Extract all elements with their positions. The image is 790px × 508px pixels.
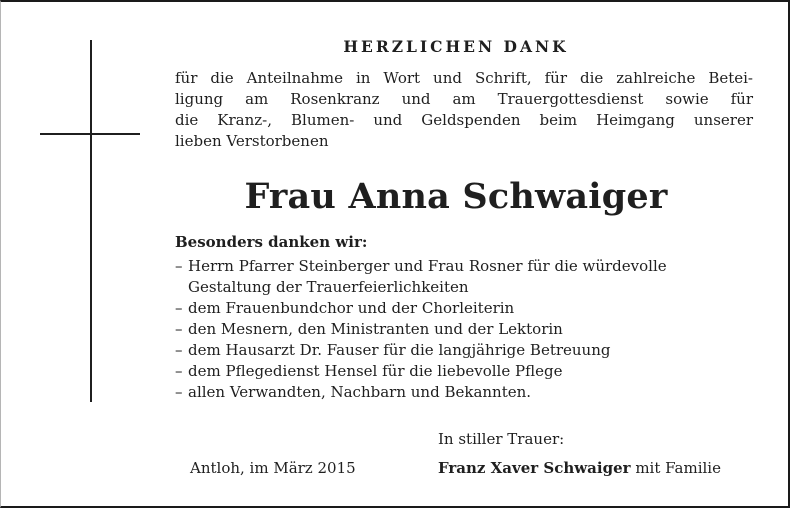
notice-heading: HERZLICHEN DANK	[343, 37, 569, 56]
intro-line: ligung am Rosenkranz und am Trauergottesdienst sowie für	[175, 90, 753, 108]
list-dash: –	[175, 341, 183, 359]
thanks-item	[175, 298, 755, 319]
place-date: Antloh, im März 2015	[190, 459, 356, 477]
thanks-item-text: dem Hausarzt Dr. Fauser für die langjährige Betreuung	[188, 341, 611, 359]
signature-name: Franz Xaver Schwaiger	[438, 459, 631, 477]
thanks-item-text: dem Pflegedienst Hensel für die liebevolle Pflege	[188, 362, 563, 380]
thanks-list	[175, 256, 755, 403]
thanks-item-text: dem Frauenbundchor und der Chorleiterin	[188, 299, 515, 317]
list-dash: –	[175, 362, 183, 380]
thanks-item	[175, 382, 755, 403]
in-sorrow-label: In stiller Trauer:	[438, 430, 565, 448]
thanks-item-text: den Mesnern, den Ministranten und der Lektorin	[188, 320, 563, 338]
thanks-heading: Besonders danken wir:	[175, 233, 368, 251]
signature-suffix: mit Familie	[635, 459, 721, 477]
thanks-item	[175, 340, 755, 361]
list-dash: –	[175, 320, 183, 338]
intro-line: die Kranz-, Blumen- und Geldspenden beim Heimgang unserer	[175, 111, 753, 129]
intro-paragraph	[175, 68, 753, 152]
thanks-item	[175, 256, 755, 298]
intro-line: lieben Verstorbenen	[175, 132, 329, 150]
thanks-item-text	[188, 256, 667, 298]
thanks-item-line: Gestaltung der Trauerfeierlichkeiten	[188, 278, 469, 296]
thanks-item-text: allen Verwandten, Nachbarn und Bekannten.	[188, 383, 532, 401]
thanks-item-line: Herrn Pfarrer Steinberger und Frau Rosner für die würdevolle	[188, 257, 667, 275]
list-dash: –	[175, 299, 183, 317]
list-dash: –	[175, 257, 183, 275]
list-dash: –	[175, 383, 183, 401]
thanks-item	[175, 361, 755, 382]
cross-vertical-bar	[90, 40, 92, 402]
intro-line: für die Anteilnahme in Wort und Schrift, für die zahlreiche Betei-	[175, 69, 753, 87]
deceased-name: Frau Anna Schwaiger	[244, 176, 668, 217]
thanks-item	[175, 319, 755, 340]
cross-horizontal-bar	[40, 133, 140, 135]
signature	[438, 459, 721, 477]
